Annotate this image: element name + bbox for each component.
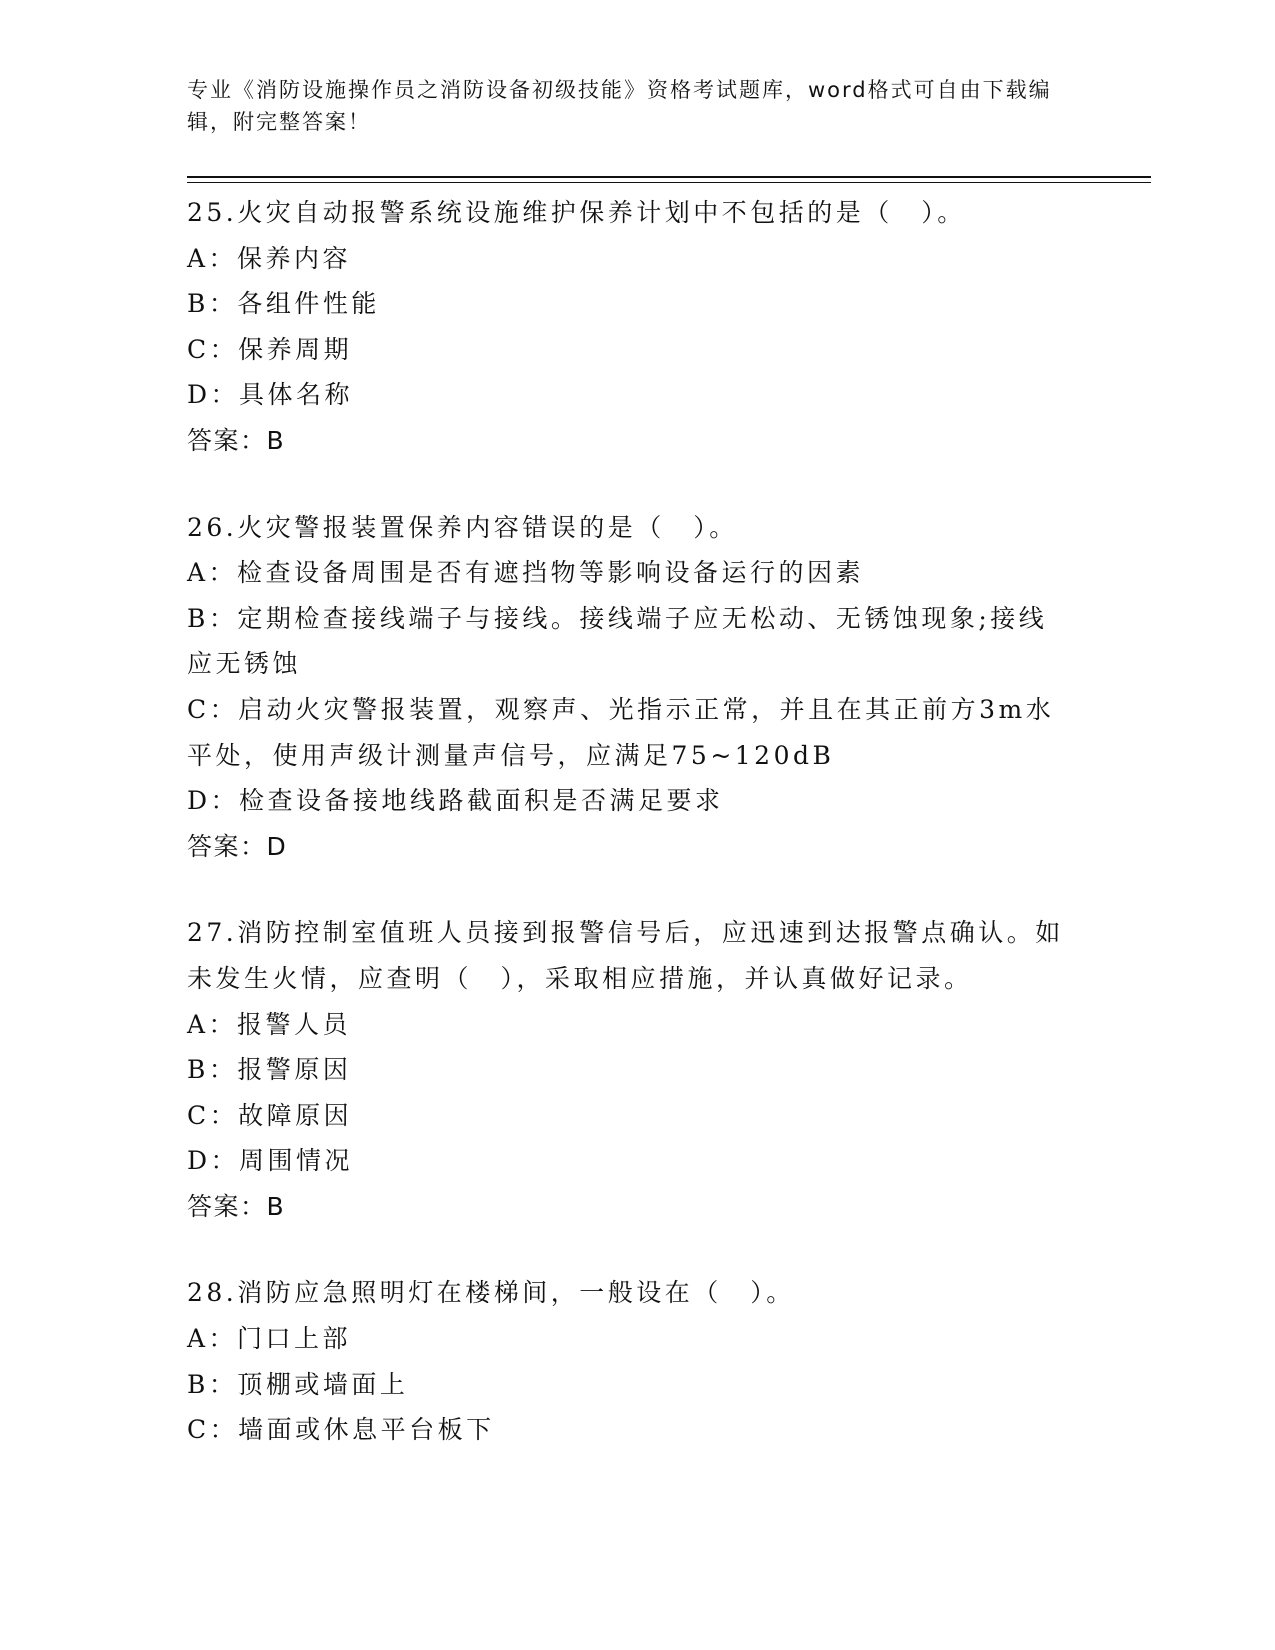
question-stem: 26.火灾警报装置保养内容错误的是（ ）。 xyxy=(187,512,738,542)
question-stem: 28.消防应急照明灯在楼梯间，一般设在（ ）。 xyxy=(187,1278,795,1308)
question-stem: 27.消防控制室值班人员接到报警信号后，应迅速到达报警点确认。如未发生火情，应查明（ ），采取相应措施，并认真做好记录。 xyxy=(187,918,1064,993)
option-a: A：门口上部 xyxy=(187,1324,352,1354)
answer-text: 答案：B xyxy=(187,425,286,455)
option-b: B：定期检查接线端子与接线。接线端子应无松动、无锈蚀现象;接线应无锈蚀 xyxy=(187,603,1048,679)
answer-text: 答案：B xyxy=(187,1191,286,1221)
question-26 xyxy=(187,505,1067,870)
question-25 xyxy=(187,190,1067,464)
answer-text: 答案：D xyxy=(187,831,288,861)
header-rule-thin xyxy=(187,182,1151,183)
option-a: A：保养内容 xyxy=(187,243,352,273)
option-b: B：各组件性能 xyxy=(187,289,380,319)
option-a: A：检查设备周围是否有遮挡物等影响设备运行的因素 xyxy=(187,558,865,588)
option-c: C：墙面或休息平台板下 xyxy=(187,1415,495,1445)
question-list xyxy=(187,190,1067,1494)
option-c: C：故障原因 xyxy=(187,1100,353,1130)
document-header: 专业《消防设施操作员之消防设备初级技能》资格考试题库，word格式可自由下载编辑，附完整答案！ xyxy=(187,78,1052,134)
option-d: D：具体名称 xyxy=(187,380,354,410)
option-d: D：周围情况 xyxy=(187,1146,354,1176)
option-c: C：保养周期 xyxy=(187,334,353,364)
header-rule-thick xyxy=(187,176,1151,178)
option-d: D：检查设备接地线路截面积是否满足要求 xyxy=(187,786,724,816)
question-stem: 25.火灾自动报警系统设施维护保养计划中不包括的是（ ）。 xyxy=(187,198,966,227)
question-27 xyxy=(187,910,1067,1229)
option-c: C：启动火灾警报装置，观察声、光指示正常，并且在其正前方3m水平处，使用声级计测量声信号，应满足75~120dB xyxy=(187,694,1055,770)
question-28 xyxy=(187,1270,1067,1452)
option-b: B：报警原因 xyxy=(187,1055,352,1085)
option-b: B：顶棚或墙面上 xyxy=(187,1369,409,1399)
option-a: A：报警人员 xyxy=(187,1009,352,1039)
